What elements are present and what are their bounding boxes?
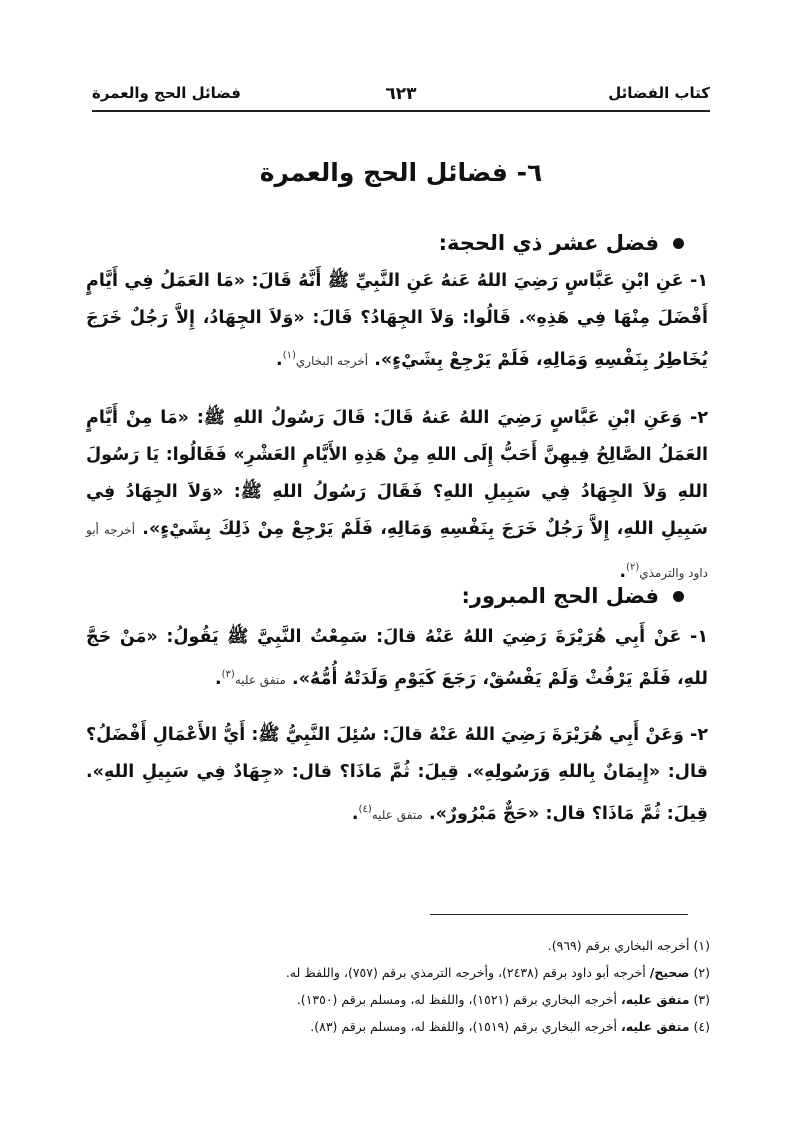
hadith-text: وَعَنِ ابْنِ عَبَّاسٍ رَضِيَ اللهُ عَنهُ قَالَ: قَالَ رَسُولُ اللهِ ﷺ: «مَا مِنْ أَيَّامٍ العَمَلُ الصَّالِحُ فِيهِنَّ أَحَبُّ إِلَى اللهِ مِنْ هَذِهِ الأَيَّامِ العَشْرِ» فَقَالُوا: يَا رَسُولَ اللهِ وَلاَ الجِهَادُ فِي سَبِيلِ اللهِ؟ فَقَالَ رَسُولُ اللهِ ﷺ: «وَلاَ الجِهَادُ فِي سَبِيلِ اللهِ، إِلاَّ رَجُلٌ خَرَجَ بِنَفْسِهِ وَمَالِهِ، فَلَمْ يَرْجِعْ مِنْ ذَلِكَ بِشَيْءٍ». — [86, 408, 708, 539]
section-heading — [461, 584, 684, 608]
running-chapter-title: فضائل الحج والعمرة — [92, 84, 241, 102]
hadith-text: وَعَنْ أَبِي هُرَيْرَةَ رَضِيَ اللهُ عَنْهُ قالَ: سُئِلَ النَّبِيُّ ﷺ: أَيُّ الأَعْمَالِ أَفْضَلُ؟ قال: «إِيمَانٌ بِاللهِ وَرَسُولِهِ». قِيلَ: ثُمَّ مَاذَا؟ قال: «جِهَادٌ فِي سَبِيلِ اللهِ». قِيلَ: ثُمَّ مَاذَا؟ قال: «حَجٌّ مَبْرُورٌ». — [86, 725, 708, 824]
footnote-text: أخرجه البخاري برقم (١٥١٩)، واللفظ له، ومسلم برقم (٨٣). — [310, 1019, 621, 1034]
footnote-item — [92, 959, 710, 986]
footnote-divider — [430, 914, 688, 915]
hadith-source: متفق عليه — [234, 672, 286, 687]
footnote-grade: متفق عليه، — [620, 1019, 690, 1034]
section-heading — [439, 231, 684, 255]
hadith-number: ٢- — [682, 408, 708, 428]
footnote-ref: (٣) — [221, 669, 235, 680]
hadith-number: ١- — [681, 627, 708, 647]
footnote-text: أخرجه أبو داود برقم (٢٤٣٨)، وأخرجه الترمذي برقم (٧٥٧)، واللفظ له. — [285, 965, 650, 980]
header-divider — [92, 110, 710, 112]
footnote-grade: متفق عليه، — [620, 992, 690, 1007]
footnote-text: أخرجه البخاري برقم (١٥٢١)، واللفظ له، ومسلم برقم (١٣٥٠). — [296, 992, 621, 1007]
chapter-heading: ٦- فضائل الحج والعمرة — [259, 158, 543, 187]
hadith-paragraph: ٢- وَعَنِ ابْنِ عَبَّاسٍ رَضِيَ اللهُ عَنهُ قَالَ: قَالَ رَسُولُ اللهِ ﷺ: «مَا مِنْ أَيَّامٍ العَمَلُ الصَّالِحُ فِيهِنَّ أَحَبُّ إِلَى اللهِ مِنْ هَذِهِ الأَيَّامِ العَشْرِ» فَقَالُوا: يَا رَسُولَ اللهِ وَلاَ الجِهَادُ فِي سَبِيلِ اللهِ؟ فَقَالَ رَسُولُ اللهِ ﷺ: «وَلاَ الجِهَادُ فِي سَبِيلِ اللهِ، إِلاَّ رَجُلٌ خَرَجَ بِنَفْسِهِ وَمَالِهِ، فَلَمْ يَرْجِعْ مِنْ ذَلِكَ بِشَيْءٍ». أخرجه أبو داود والترمذي$^{(٢)}$. — [86, 408, 708, 582]
footnote-ref: (٢) — [626, 562, 640, 573]
bullet-icon — [673, 591, 684, 602]
hadith-paragraph: ٢- وَعَنْ أَبِي هُرَيْرَةَ رَضِيَ اللهُ عَنْهُ قالَ: سُئِلَ النَّبِيُّ ﷺ: أَيُّ الأَعْمَالِ أَفْضَلُ؟ قال: «إِيمَانٌ بِاللهِ وَرَسُولِهِ». قِيلَ: ثُمَّ مَاذَا؟ قال: «جِهَادٌ فِي سَبِيلِ اللهِ». قِيلَ: ثُمَّ مَاذَا؟ قال: «حَجٌّ مَبْرُورٌ». متفق عليه$^{(٤)}$. — [86, 725, 708, 824]
footnote-label: (٤) — [693, 1019, 710, 1034]
footnote-label: (١) — [693, 938, 710, 953]
footnote-item — [92, 986, 710, 1013]
footnote-ref: (١) — [282, 350, 296, 361]
footnote-label: (٢) — [693, 965, 710, 980]
hadith-source: أخرجه البخاري — [295, 353, 369, 368]
footnote-text: أخرجه البخاري برقم (٩٦٩). — [547, 938, 690, 953]
hadith-paragraph: ١- عَنْ أَبِي هُرَيْرَةَ رَضِيَ اللهُ عَنْهُ قالَ: سَمِعْتُ النَّبِيَّ ﷺ يَقُولُ: «مَنْ حَجَّ للهِ، فَلَمْ يَرْفُثْ وَلَمْ يَفْسُقْ، رَجَعَ كَيَوْمِ وَلَدَتْهُ أُمُّهُ». متفق عليه$^{(٣)}$. — [86, 627, 708, 689]
footnotes — [92, 932, 710, 1040]
book-title: كتاب الفضائل — [608, 84, 710, 102]
running-header — [92, 84, 710, 108]
bullet-icon — [673, 238, 684, 249]
hadith-text: عَنْ أَبِي هُرَيْرَةَ رَضِيَ اللهُ عَنْهُ قالَ: سَمِعْتُ النَّبِيَّ ﷺ يَقُولُ: «مَنْ حَجَّ للهِ، فَلَمْ يَرْفُثْ وَلَمْ يَفْسُقْ، رَجَعَ كَيَوْمِ وَلَدَتْهُ أُمُّهُ». — [86, 627, 708, 689]
footnote-ref: (٤) — [358, 804, 372, 815]
hadith-paragraph: ١- عَنِ ابْنِ عَبَّاسٍ رَضِيَ اللهُ عَنهُ عَنِ النَّبِيِّ ﷺ أَنَّهُ قَالَ: «مَا العَمَلُ فِي أَيَّامٍ أَفْضَلَ مِنْهَا فِي هَذِهِ». قَالُوا: وَلاَ الجِهَادُ؟ قَالَ: «وَلاَ الجِهَادُ، إِلاَّ رَجُلٌ خَرَجَ يُخَاطِرُ بِنَفْسِهِ وَمَالِهِ، فَلَمْ يَرْجِعْ بِشَيْءٍ». أخرجه البخاري$^{(١)}$. — [86, 271, 708, 370]
footnote-grade: صحيح/ — [649, 965, 690, 980]
footnote-item — [92, 932, 710, 959]
footnote-label: (٣) — [693, 992, 710, 1007]
section-heading-text: فضل الحج المبرور: — [461, 584, 659, 608]
page-number: ٦٢٣ — [385, 84, 417, 104]
hadith-number: ١- — [683, 271, 708, 291]
footnote-item — [92, 1013, 710, 1040]
hadith-number: ٢- — [683, 725, 708, 745]
hadith-source: أخرجه أبو داود والترمذي — [86, 523, 708, 580]
hadith-text: عَنِ ابْنِ عَبَّاسٍ رَضِيَ اللهُ عَنهُ عَنِ النَّبِيِّ ﷺ أَنَّهُ قَالَ: «مَا العَمَلُ فِي أَيَّامٍ أَفْضَلَ مِنْهَا فِي هَذِهِ». قَالُوا: وَلاَ الجِهَادُ؟ قَالَ: «وَلاَ الجِهَادُ، إِلاَّ رَجُلٌ خَرَجَ يُخَاطِرُ بِنَفْسِهِ وَمَالِهِ، فَلَمْ يَرْجِعْ بِشَيْءٍ». — [86, 271, 708, 370]
section-heading-text: فضل عشر ذي الحجة: — [438, 231, 659, 255]
hadith-source: متفق عليه — [371, 807, 423, 822]
